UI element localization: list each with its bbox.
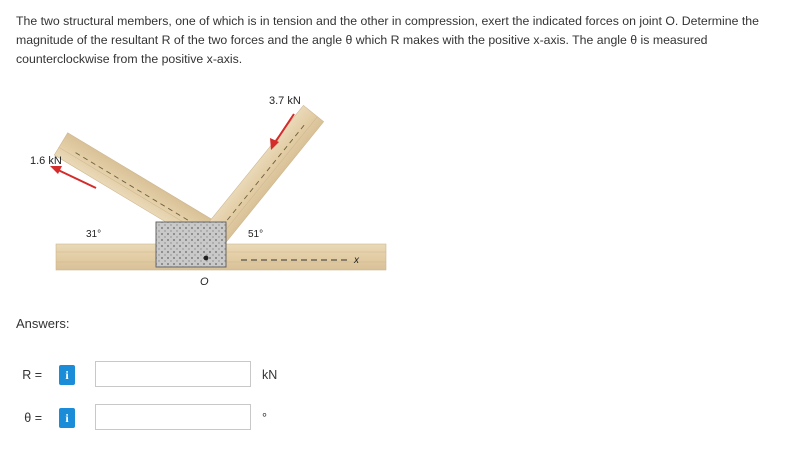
answer-row-theta (0, 404, 797, 434)
problem-statement: The two structural members, one of which is in tension and the other in compression, exert the indicated forces on joint O. Determine the magnitude of the resultant R of the two forces and the angle θ which R makes with the positive x-axis. The angle θ is measured counterclockwise from the positive x-axis. (16, 14, 759, 66)
structure-diagram (16, 82, 396, 292)
joint-o-point (204, 256, 209, 261)
x-axis-label: x (354, 255, 359, 266)
theta-unit-label: ° (262, 411, 267, 425)
gusset-plate (156, 222, 226, 267)
answers-label: Answers: (16, 316, 70, 331)
answer-row-r (0, 361, 797, 391)
force-left-label: 1.6 kN (30, 155, 62, 167)
info-icon[interactable]: i (59, 365, 75, 385)
angle-right-label: 51° (248, 229, 264, 240)
angle-left-label: 31° (86, 229, 102, 240)
info-icon[interactable]: i (59, 408, 75, 428)
variable-r-label: R = (22, 368, 42, 382)
r-magnitude-input[interactable] (95, 361, 251, 387)
theta-angle-input[interactable] (95, 404, 251, 430)
r-unit-label: kN (262, 368, 278, 382)
joint-label: O (200, 276, 209, 288)
structure-figure (16, 82, 396, 292)
force-right-label: 3.7 kN (269, 95, 301, 107)
variable-theta-label: θ = (24, 411, 42, 425)
